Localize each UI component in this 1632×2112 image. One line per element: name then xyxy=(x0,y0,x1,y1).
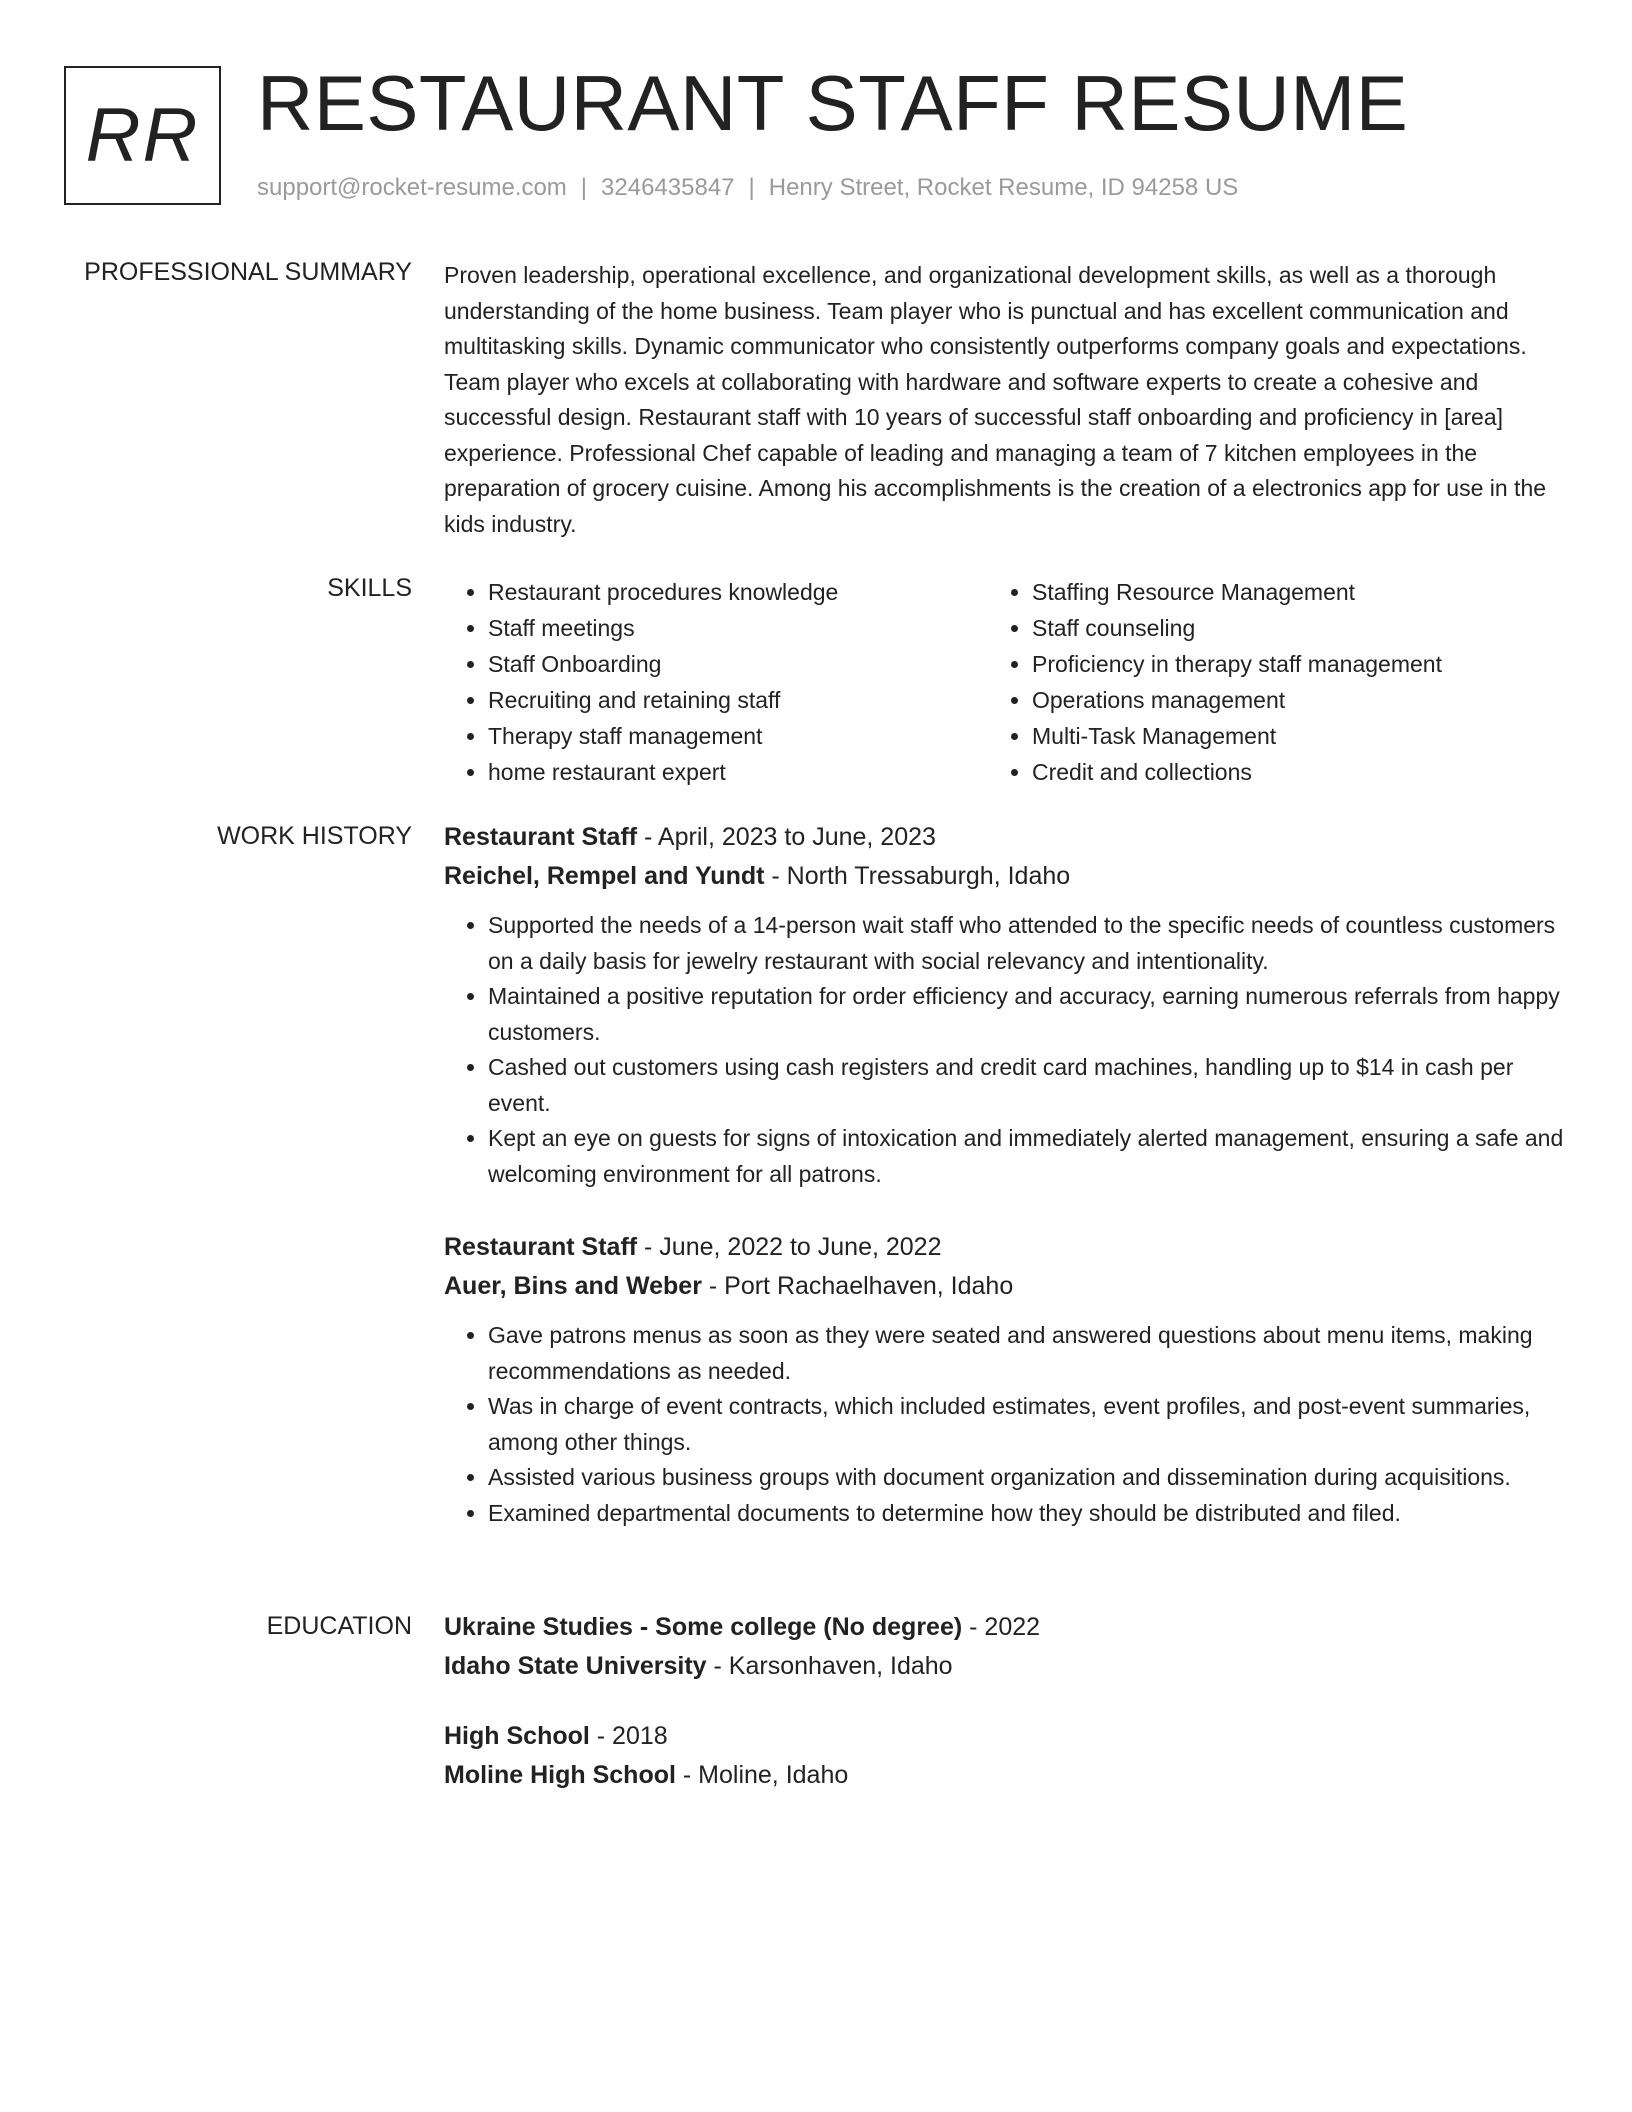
job-title: Restaurant Staff xyxy=(444,823,638,851)
skill-item: • Recruiting and retaining staff xyxy=(488,682,988,718)
skill-item: • Multi-Task Management xyxy=(1032,718,1442,754)
monogram: RR xyxy=(64,66,221,205)
contact-line xyxy=(257,174,1238,202)
summary-text: Proven leadership, operational excellence, and organizational development skills, as well as a thorough understanding of the home business. Team player who is punctual and has excellent communication and multitasking skills. Dynamic communicator who consistently outperforms company goals and expectations. Team player who excels at collaborating with hardware and software experts to create a cohesive and successful design. Restaurant staff with 10 years of successful staff onboarding and proficiency in [area] experience. Professional Chef capable of leading and managing a team of 7 kitchen employees in the preparation of grocery cuisine. Among his accomplishments is the creation of a electronics app for use in the kids industry. xyxy=(444,262,1547,537)
job-location: - Port Rachaelhaven, Idaho xyxy=(701,1272,1014,1300)
skill-item: • Staff counseling xyxy=(1032,610,1442,646)
skill-item: • Credit and collections xyxy=(1032,754,1442,790)
contact-separator: | xyxy=(748,174,755,201)
skill-item: • Therapy staff management xyxy=(488,718,988,754)
job-company-line xyxy=(444,857,1564,896)
job-duties-list xyxy=(444,908,1564,1192)
skill-item: • home restaurant expert xyxy=(488,754,988,790)
education-school: Moline High School xyxy=(444,1761,676,1789)
job-duty: • Kept an eye on guests for signs of intoxication and immediately alerted management, ensuring a safe and welcoming environment for all patrons. xyxy=(488,1121,1564,1192)
skills-list-left xyxy=(444,574,988,790)
section-label-work-history: WORK HISTORY xyxy=(217,822,412,850)
job-entry xyxy=(444,1228,1564,1531)
contact-email: support@rocket-resume.com xyxy=(257,174,567,201)
skill-item: • Restaurant procedures knowledge xyxy=(488,574,988,610)
job-duty: • Maintained a positive reputation for order efficiency and accuracy, earning numerous referrals from happy customers. xyxy=(488,979,1564,1050)
section-label-summary: PROFESSIONAL SUMMARY xyxy=(84,258,412,286)
section-label-education: EDUCATION xyxy=(266,1612,412,1640)
resume-header xyxy=(64,59,1564,211)
resume-title: RESTAURANT STAFF RESUME xyxy=(257,59,1409,147)
education-degree: High School xyxy=(444,1722,590,1750)
education-school: Idaho State University xyxy=(444,1652,707,1680)
skills-list-right xyxy=(988,574,1442,790)
job-entry xyxy=(444,818,1564,1192)
job-title-line xyxy=(444,818,1564,857)
job-location: - North Tressaburgh, Idaho xyxy=(764,862,1071,890)
job-duty: • Cashed out customers using cash registers and credit card machines, handling up to $14 in cash per event. xyxy=(488,1050,1564,1121)
job-duties-list xyxy=(444,1318,1564,1531)
job-company: Auer, Bins and Weber xyxy=(444,1272,702,1300)
job-duty: • Was in charge of event contracts, which included estimates, event profiles, and post-event summaries, among other things. xyxy=(488,1389,1564,1460)
skill-item: • Staffing Resource Management xyxy=(1032,574,1442,610)
job-title-line xyxy=(444,1228,1564,1267)
section-label-skills: SKILLS xyxy=(327,574,412,602)
education-degree-line xyxy=(444,1717,1564,1756)
job-duty: • Supported the needs of a 14-person wait staff who attended to the specific needs of countless customers on a daily basis for jewelry restaurant with social relevancy and intentionality. xyxy=(488,908,1564,979)
education-entry xyxy=(444,1717,1564,1795)
job-duty: • Assisted various business groups with document organization and dissemination during acquisitions. xyxy=(488,1460,1564,1496)
contact-phone: 3246435847 xyxy=(601,174,735,201)
skill-item: • Operations management xyxy=(1032,682,1442,718)
job-duty: • Examined departmental documents to determine how they should be distributed and filed. xyxy=(488,1496,1564,1532)
contact-address: Henry Street, Rocket Resume, ID 94258 US xyxy=(768,174,1239,201)
job-dates: - June, 2022 to June, 2022 xyxy=(637,1233,942,1261)
education-entry xyxy=(444,1608,1564,1686)
education-degree: Ukraine Studies - Some college (No degree) xyxy=(444,1613,963,1641)
education-location: - Moline, Idaho xyxy=(675,1761,849,1789)
job-duty: • Gave patrons menus as soon as they were seated and answered questions about menu items, making recommendations as needed. xyxy=(488,1318,1564,1389)
skill-item: • Staff Onboarding xyxy=(488,646,988,682)
job-company: Reichel, Rempel and Yundt xyxy=(444,862,765,890)
education-year: - 2022 xyxy=(962,1613,1041,1641)
contact-separator: | xyxy=(580,174,588,201)
job-dates: - April, 2023 to June, 2023 xyxy=(637,823,936,851)
education-degree-line xyxy=(444,1608,1564,1647)
education-school-line xyxy=(444,1647,1564,1686)
education-year: - 2018 xyxy=(589,1722,668,1750)
education-location: - Karsonhaven, Idaho xyxy=(706,1652,953,1680)
job-title: Restaurant Staff xyxy=(444,1233,638,1261)
skill-item: • Staff meetings xyxy=(488,610,988,646)
skill-item: • Proficiency in therapy staff management xyxy=(1032,646,1442,682)
education-school-line xyxy=(444,1756,1564,1795)
job-company-line xyxy=(444,1267,1564,1306)
